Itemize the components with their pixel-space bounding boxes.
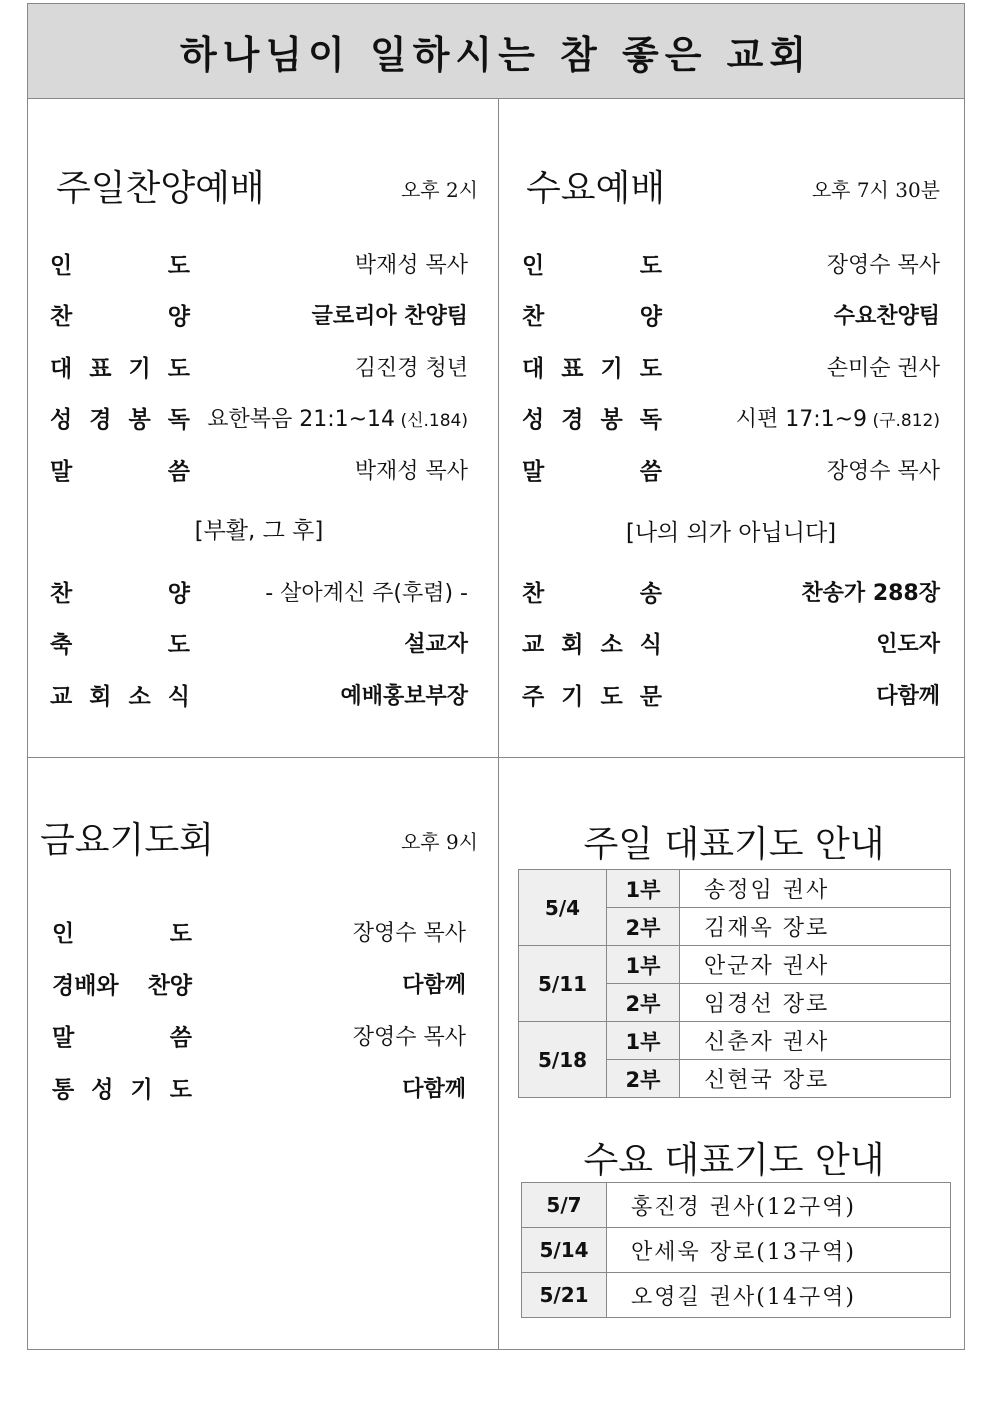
order-value: 다함께 (876, 683, 940, 709)
prayer-leader-name: 임경선 장로 (680, 984, 951, 1022)
sunday-sermon-title: [부활, 그 후] (194, 518, 324, 544)
order-row (522, 574, 940, 608)
horizontal-divider (28, 757, 964, 758)
prayer-date: 5/18 (519, 1022, 607, 1098)
prayer-service-part: 2부 (607, 908, 680, 946)
order-value: 박재성 목사 (354, 458, 468, 484)
order-row (50, 452, 468, 486)
order-label: 말 씀 (52, 1024, 192, 1051)
wednesday-prayer-title: 수요 대표기도 안내 (583, 1140, 885, 1181)
prayer-date: 5/11 (519, 946, 607, 1022)
prayer-leader-name: 김재옥 장로 (680, 908, 951, 946)
prayer-leader-name: 안군자 권사 (680, 946, 951, 984)
prayer-date: 5/7 (522, 1183, 607, 1228)
prayer-service-part: 1부 (607, 1022, 680, 1060)
order-label: 경배와 찬양 (52, 972, 192, 999)
order-value: 손미순 권사 (826, 355, 940, 381)
order-value: - 살아계신 주(후렴) - (265, 580, 468, 606)
prayer-date: 5/4 (519, 870, 607, 946)
table-row (519, 1022, 951, 1060)
order-row (50, 401, 468, 435)
order-value: 박재성 목사 (354, 252, 468, 278)
sunday-prayer-table (518, 869, 951, 1098)
order-value: 찬송가 288장 (801, 580, 940, 606)
order-row (522, 626, 940, 660)
order-label: 찬 양 (50, 580, 190, 607)
prayer-date: 5/14 (522, 1228, 607, 1273)
order-label: 인 도 (522, 252, 662, 279)
order-row (52, 966, 466, 1000)
table-row (519, 870, 951, 908)
wednesday-title: 수요예배 (526, 168, 666, 209)
order-value: 장영수 목사 (352, 1024, 466, 1050)
prayer-leader-name: 홍진경 권사(12구역) (607, 1183, 951, 1228)
order-value: 다함께 (402, 1076, 466, 1102)
order-row (52, 914, 466, 948)
bulletin-sheet (27, 3, 965, 1350)
order-value: 시편 17:1~9 (구.812) (735, 407, 940, 432)
table-row (522, 1273, 951, 1318)
order-row (50, 246, 468, 280)
order-label: 인 도 (52, 920, 192, 947)
prayer-leader-name: 안세욱 장로(13구역) (607, 1228, 951, 1273)
sunday-worship-panel (50, 154, 478, 714)
table-row (522, 1228, 951, 1273)
order-row (50, 349, 468, 383)
order-label: 통 성 기 도 (52, 1076, 192, 1103)
order-row (52, 1018, 466, 1052)
order-row (522, 452, 940, 486)
friday-prayer-panel (40, 812, 478, 1132)
order-label: 주 기 도 문 (522, 683, 662, 710)
prayer-date: 5/21 (522, 1273, 607, 1318)
order-value: 김진경 청년 (354, 355, 468, 381)
order-value: 예배홍보부장 (340, 683, 468, 709)
order-label: 축 도 (50, 632, 190, 658)
order-label: 대 표 기 도 (50, 355, 190, 382)
order-row (522, 246, 940, 280)
prayer-leader-name: 신현국 장로 (680, 1060, 951, 1098)
order-value: 요한복음 21:1~14 (신.184) (207, 407, 468, 432)
order-row (50, 574, 468, 608)
wednesday-time: 오후 7시 30분 (811, 178, 940, 202)
friday-title: 금요기도회 (40, 820, 214, 861)
prayer-service-part: 1부 (607, 870, 680, 908)
prayer-leader-name: 오영길 권사(14구역) (607, 1273, 951, 1318)
order-row (522, 349, 940, 383)
order-row (50, 626, 468, 660)
order-label: 인 도 (50, 252, 190, 279)
friday-time: 오후 9시 (400, 830, 478, 854)
order-row (522, 298, 940, 332)
order-row (522, 677, 940, 711)
prayer-leader-name: 신춘자 권사 (680, 1022, 951, 1060)
order-label: 말 씀 (522, 458, 662, 485)
order-label: 성 경 봉 독 (50, 407, 190, 433)
order-value: 인도자 (876, 632, 940, 657)
order-value: 수요찬양팀 (833, 304, 940, 329)
order-label: 대 표 기 도 (522, 355, 662, 382)
prayer-service-part: 2부 (607, 984, 680, 1022)
prayer-service-part: 2부 (607, 1060, 680, 1098)
order-value: 글로리아 찬양팀 (311, 304, 468, 329)
vertical-divider (498, 98, 499, 1350)
order-value: 장영수 목사 (826, 252, 940, 278)
order-label: 성 경 봉 독 (522, 407, 662, 433)
wednesday-worship-panel (522, 154, 940, 714)
order-value: 장영수 목사 (352, 920, 466, 946)
order-row (50, 298, 468, 332)
table-row (522, 1183, 951, 1228)
sunday-prayer-title: 주일 대표기도 안내 (583, 824, 885, 865)
order-label: 교 회 소 식 (50, 683, 190, 710)
sunday-title: 주일찬양예배 (56, 168, 265, 209)
prayer-service-part: 1부 (607, 946, 680, 984)
wednesday-sermon-title: [나의 의가 아닙니다] (625, 520, 837, 546)
wednesday-prayer-table (521, 1182, 951, 1318)
order-row (522, 401, 940, 435)
order-label: 교 회 소 식 (522, 632, 662, 658)
order-value: 설교자 (404, 632, 468, 657)
order-label: 찬 양 (50, 304, 190, 330)
order-label: 찬 양 (522, 304, 662, 330)
order-value: 다함께 (402, 972, 466, 998)
church-header: 하나님이 일하시는 참 좋은 교회 (28, 4, 964, 99)
table-row (519, 946, 951, 984)
order-row (52, 1070, 466, 1104)
order-label: 말 씀 (50, 458, 190, 485)
prayer-leader-name: 송정임 권사 (680, 870, 951, 908)
order-label: 찬 송 (522, 580, 662, 607)
order-row (50, 677, 468, 711)
sunday-time: 오후 2시 (400, 178, 478, 202)
order-value: 장영수 목사 (826, 458, 940, 484)
